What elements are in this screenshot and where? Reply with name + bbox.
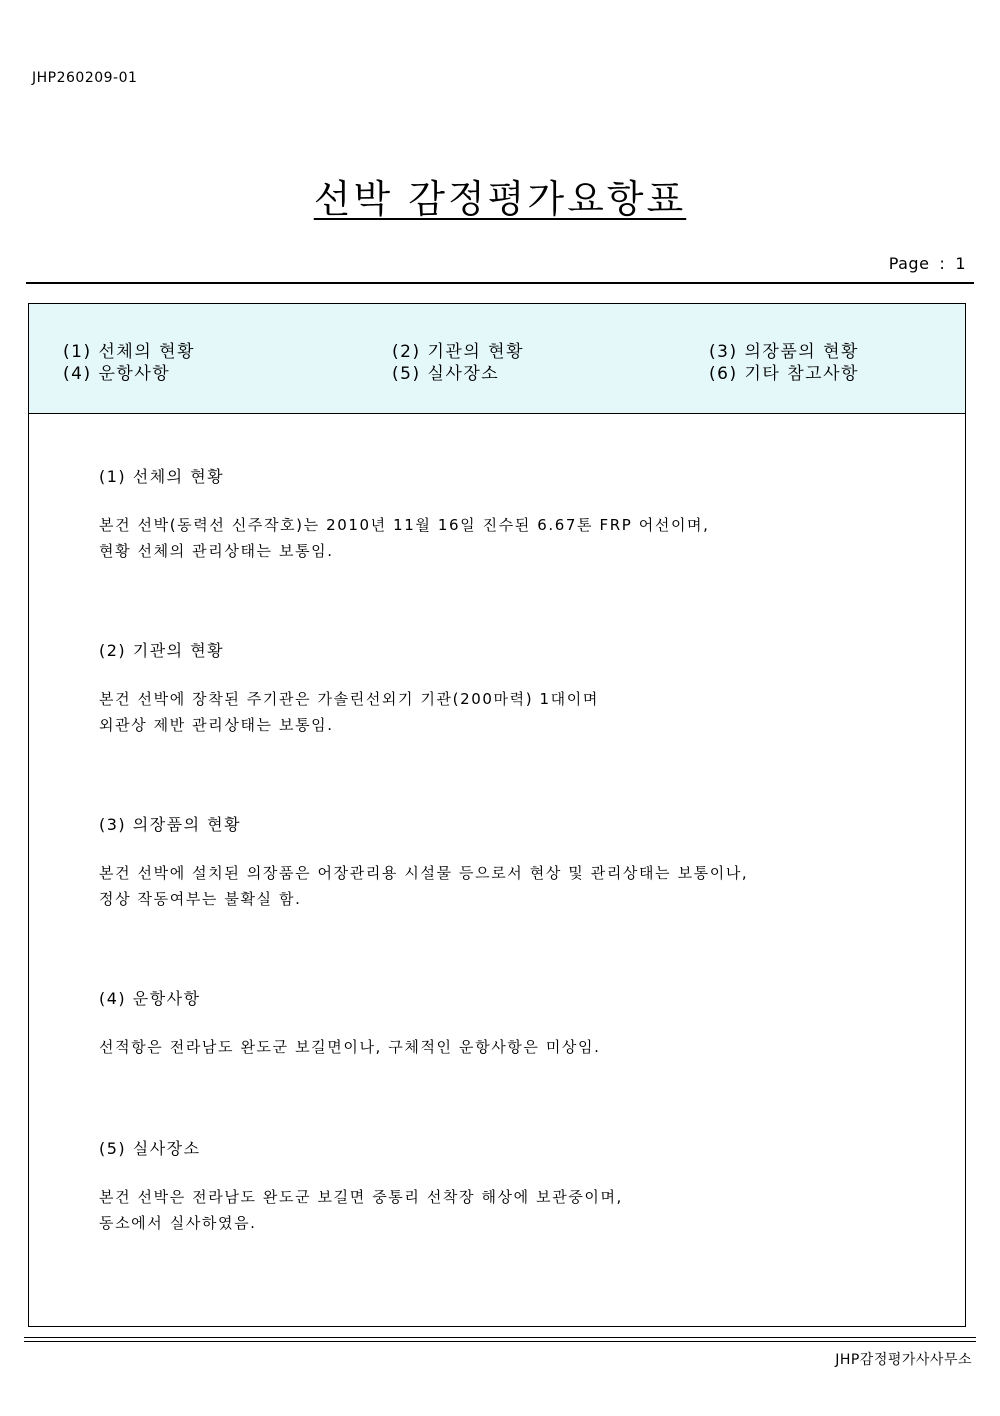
- bottom-divider-upper: [24, 1337, 976, 1338]
- toc-item-equipment: (3) 의장품의 현황: [709, 342, 859, 362]
- section-text-line: 본건 선박은 전라남도 완도군 보길면 중통리 선착장 해상에 보관중이며,: [99, 1188, 623, 1206]
- section-heading-inspection-site: (5) 실사장소: [99, 1139, 201, 1158]
- document-code: JHP260209-01: [32, 70, 138, 86]
- page-indicator: [889, 254, 966, 273]
- document-title-text: 선박 감정평가요항표: [313, 177, 687, 221]
- toc-item-operation: (4) 운항사항: [63, 364, 171, 384]
- section-heading-engine: (2) 기관의 현황: [99, 641, 225, 660]
- section-heading-equipment: (3) 의장품의 현황: [99, 815, 242, 834]
- document-title: [0, 168, 1000, 223]
- section-text-line: 본건 선박(동력선 신주작호)는 2010년 11월 16일 진수된 6.67톤 FRP 어선이며,: [99, 516, 710, 534]
- toc-item-hull: (1) 선체의 현황: [63, 342, 195, 362]
- section-text-line: 현황 선체의 관리상태는 보통임.: [99, 542, 334, 560]
- bottom-divider-lower: [24, 1341, 976, 1342]
- top-divider: [26, 282, 974, 284]
- section-text-line: 본건 선박에 장착된 주기관은 가솔린선외기 기관(200마력) 1대이며: [99, 690, 599, 708]
- section-heading-hull: (1) 선체의 현황: [99, 467, 225, 486]
- section-text-line: 외관상 제반 관리상태는 보통임.: [99, 716, 334, 734]
- section-text-line: 정상 작동여부는 불확실 함.: [99, 890, 302, 908]
- section-text-line: 동소에서 실사하였음.: [99, 1214, 257, 1232]
- page-label: Page: [888, 254, 930, 273]
- table-of-contents: [29, 304, 965, 414]
- toc-item-engine: (2) 기관의 현황: [392, 342, 524, 362]
- page-separator: :: [939, 254, 946, 273]
- page-number: 1: [955, 254, 966, 273]
- section-text-line: 본건 선박에 설치된 의장품은 어장관리용 시설물 등으로서 현상 및 관리상태는 보통이나,: [99, 864, 749, 882]
- footer-organization: JHP감정평가사사무소: [835, 1352, 972, 1368]
- toc-item-other-notes: (6) 기타 참고사항: [709, 364, 859, 384]
- toc-item-inspection-site: (5) 실사장소: [392, 364, 500, 384]
- section-heading-operation: (4) 운항사항: [99, 989, 201, 1008]
- content-frame: [28, 303, 966, 1327]
- section-text-line: 선적항은 전라남도 완도군 보길면이나, 구체적인 운항사항은 미상임.: [99, 1038, 601, 1056]
